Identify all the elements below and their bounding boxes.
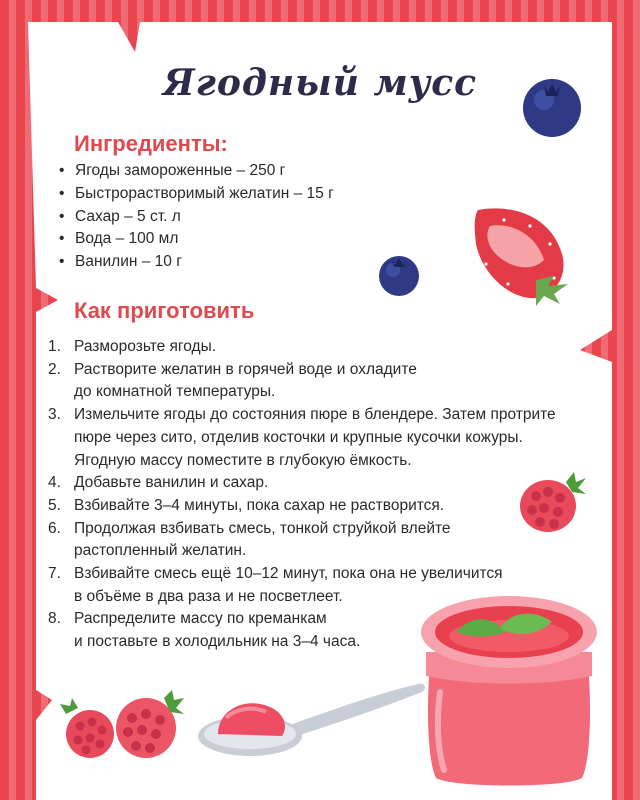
raspberry-icon xyxy=(56,690,188,766)
ingredient-item: • Сахар – 5 ст. л xyxy=(55,206,334,229)
step-number: 8. xyxy=(48,610,61,628)
mousse-jar-icon xyxy=(416,592,602,792)
ingredient-item: • Ванилин – 10 г xyxy=(55,251,334,274)
step-line: Взбивайте 3–4 минуты, пока сахар не растворится. xyxy=(74,496,445,514)
step-line: Добавьте ванилин и сахар. xyxy=(74,474,269,492)
step-number: 1. xyxy=(48,338,61,355)
step-line: растопленный желатин. xyxy=(74,542,247,560)
step-line: и поставьте в холодильник на 3–4 часа. xyxy=(74,633,361,651)
step-line: в объёме в два раза и не посветлеет. xyxy=(74,587,343,605)
step-line: Измельчите ягоды до состояния пюре в блендере. Затем протрите xyxy=(74,406,556,424)
raspberry-icon xyxy=(514,468,588,536)
step-line: Взбивайте смесь ещё 10–12 минут, пока она не увеличится xyxy=(74,565,503,583)
step-line: Растворите желатин в горячей воде и охладите xyxy=(74,360,417,378)
step-line: до комнатной температуры. xyxy=(74,383,276,401)
step-item xyxy=(48,336,608,359)
step-number: 6. xyxy=(48,519,61,537)
step-item xyxy=(48,359,608,404)
blueberry-icon xyxy=(518,72,586,140)
ingredient-item: • Ягоды замороженные – 250 г xyxy=(55,160,334,183)
step-number: 7. xyxy=(48,565,61,583)
step-number: 4. xyxy=(48,474,61,492)
step-number: 5. xyxy=(48,496,61,514)
step-number: 3. xyxy=(48,406,61,424)
ingredient-item: • Вода – 100 мл xyxy=(55,228,334,251)
ingredients-list xyxy=(55,160,334,274)
method-heading: Как приготовить xyxy=(74,298,255,323)
step-line: пюре через сито, отделив косточки и крупные кусочки кожуры. xyxy=(74,428,523,446)
step-line: Продолжая взбивать смесь, тонкой струйкой влейте xyxy=(74,519,451,537)
step-line: Ягодную массу поместите в глубокую ёмкость. xyxy=(74,451,412,469)
strawberry-icon xyxy=(470,204,574,308)
spoon-icon xyxy=(196,672,428,762)
step-line: Разморозьте ягоды. xyxy=(74,338,217,355)
recipe-title: Ягодный мусс xyxy=(162,62,478,104)
ingredients-heading: Ингредиенты: xyxy=(74,131,228,156)
blueberry-icon xyxy=(376,252,422,298)
ingredient-item: • Быстрорастворимый желатин – 15 г xyxy=(55,183,334,206)
step-item xyxy=(48,404,608,472)
step-line: Распределите массу по креманкам xyxy=(74,610,327,628)
step-number: 2. xyxy=(48,360,61,378)
